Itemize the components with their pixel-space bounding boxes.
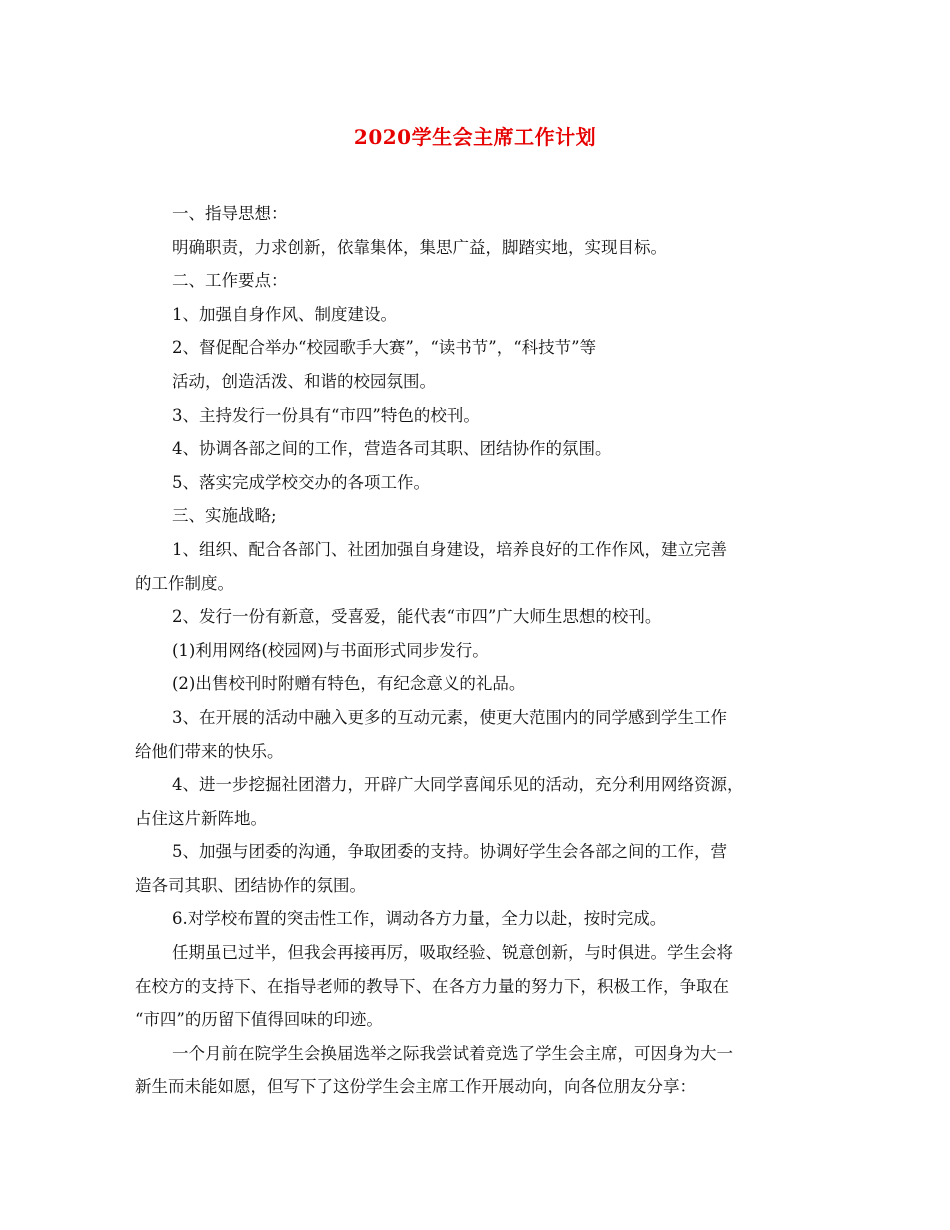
text-line: 一、指导思想： bbox=[172, 204, 288, 223]
text-line: 新生而未能如愿，但写下了这份学生会主席工作开展动向，向各位朋友分享： bbox=[135, 1077, 696, 1097]
text-line: 4、协调各部之间的工作，营造各司其职、团结协作的氛围。 bbox=[172, 439, 612, 459]
text-line: (1)利用网络(校园网)与书面形式同步发行。 bbox=[172, 640, 489, 660]
text-line: 活动，创造活泼、和谐的校园氛围。 bbox=[172, 371, 436, 391]
text-line: (2)出售校刊时附赠有特色，有纪念意义的礼品。 bbox=[172, 674, 526, 694]
text-line: 的工作制度。 bbox=[135, 573, 234, 593]
text-line: 3、在开展的活动中融入更多的互动元素，使更大范围内的同学感到学生工作 bbox=[172, 707, 727, 727]
document-body bbox=[135, 197, 825, 1104]
text-line: 在校方的支持下、在指导老师的教导下、在各方力量的努力下，积极工作，争取在 bbox=[135, 976, 729, 996]
text-line: 占住这片新阵地。 bbox=[135, 808, 267, 828]
text-line: 5、落实完成学校交办的各项工作。 bbox=[172, 472, 430, 492]
text-line: 5、加强与团委的沟通，争取团委的支持。协调好学生会各部之间的工作，营 bbox=[172, 842, 727, 862]
text-line: 6.对学校布置的突击性工作，调动各方力量，全力以赴，按时完成。 bbox=[172, 909, 667, 929]
text-line: “市四”的历留下值得回味的印迹。 bbox=[135, 1010, 383, 1030]
text-line: 3、主持发行一份具有“市四”特色的校刊。 bbox=[172, 405, 480, 425]
document-title: 2020学生会主席工作计划 bbox=[353, 125, 597, 149]
text-line: 造各司其职、团结协作的氛围。 bbox=[135, 875, 366, 895]
text-line: 2、督促配合举办“校园歌手大赛”，“读书节”，“科技节”等 bbox=[172, 338, 597, 358]
text-line: 2、发行一份有新意，受喜爱，能代表“市四”广大师生思想的校刊。 bbox=[172, 607, 662, 627]
text-line: 一个月前在院学生会换届选举之际我尝试着竞选了学生会主席，可因身为大一 bbox=[172, 1043, 733, 1063]
text-line: 4、进一步挖掘社团潜力，开辟广大同学喜闻乐见的活动，充分利用网络资源， bbox=[172, 775, 744, 795]
text-line: 任期虽已过半，但我会再接再厉，吸取经验、锐意创新，与时俱进。学生会将 bbox=[172, 943, 733, 963]
text-line: 1、组织、配合各部门、社团加强自身建设，培养良好的工作作风，建立完善 bbox=[172, 539, 727, 559]
text-line: 给他们带来的快乐。 bbox=[135, 741, 284, 761]
text-line: 三、实施战略; bbox=[172, 506, 277, 526]
text-line: 1、加强自身作风、制度建设。 bbox=[172, 304, 397, 324]
text-line: 明确职责，力求创新，依靠集体，集思广益，脚踏实地，实现目标。 bbox=[172, 237, 667, 257]
text-line: 二、工作要点： bbox=[172, 271, 288, 291]
